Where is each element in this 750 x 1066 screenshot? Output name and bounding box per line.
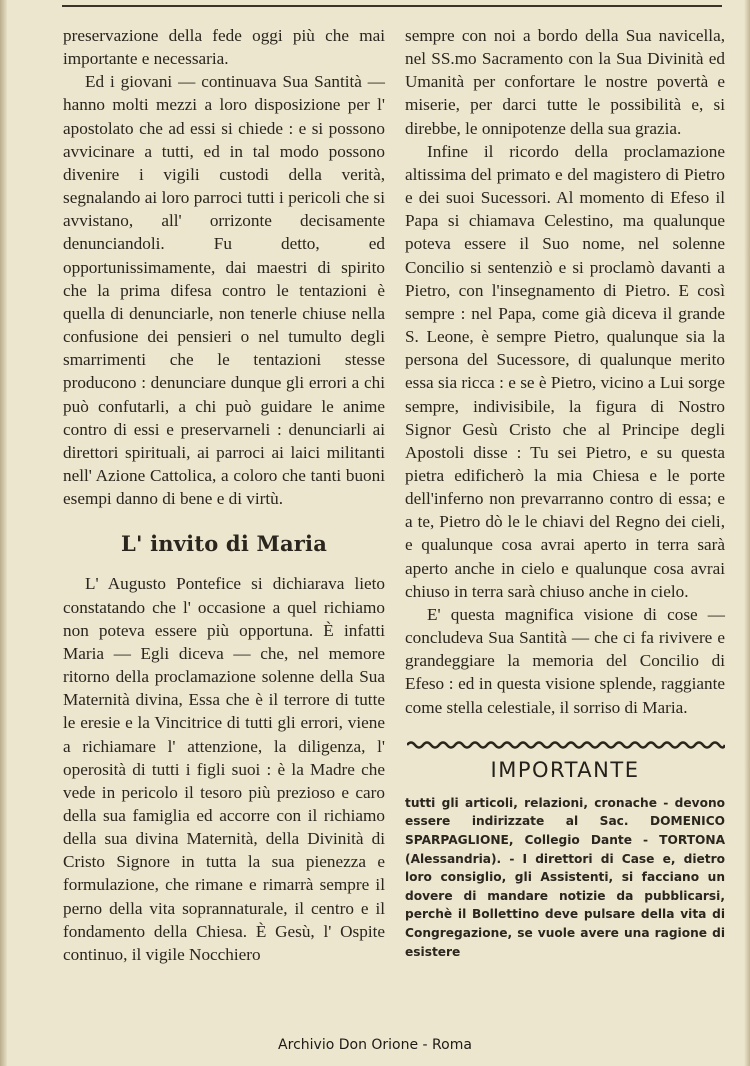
left-column xyxy=(63,24,385,966)
paragraph: Infine il ricordo della proclamazione altissima del primato e del magistero di Pietro e dei suoi Sucessori. Al momento di Efeso il Papa si chiamava Celestino, ma qualunque poteva essere il Suo nome, nel solenne Concilio si sentenziò e si proclamò davanti a Pietro, con l'insegnamento di Pietro. E così sempre : nel Papa, come già diceva il grande S. Leone, è sempre Pietro, qualunque sia la persona del Sucessore, di qualunque merito essa sia ricca : e se è Pietro, vicino a Lui sorge sempre, indivisibile, la figura di Nostro Signor Gesù Cristo che al Principe degli Apostoli disse : Tu sei Pietro, e su questa pietra edificherò la mia Chiesa e le porte dell'inferno non prevarranno contro di essa; e a te, Pietro dò le le chiavi del Regno dei cieli, e qualunque cosa avrai aperto in terra sarà aperto anche in cielo e qualunque cosa avrai chiuso in terra sarà chiuso anche in cielo. xyxy=(405,141,725,601)
right-column xyxy=(405,24,725,961)
page-right-edge xyxy=(744,0,750,1066)
paragraph: E' questa magnifica visione di cose — concludeva Sua Santità — che ci fa rivivere e grandeggiare la memoria del Concilio di Efeso : ed in questa visione splende, raggiante come stella celestiale, il sorriso di Maria. xyxy=(405,604,725,717)
paragraph: Ed i giovani — continuava Sua Santità — hanno molti mezzi a loro disposizione per l' apostolato che ad essi si chiede : e si possono avvicinare a tutti, ed in tal modo possono divenire i vigili custodi della verità, segnalando ai loro parroci tutti i pericoli che si avvistano, all' orrizonte decisamente denunciandoli. Fu detto, ed opportunissimamente, dai maestri di spirito che la prima difesa contro le tentazioni è quella di denunciarle, non tenerle chiuse nella confusione dei pensieri o nel tumulto degli smarrimenti che le tentazioni stesse producono : denunciare dunque gli errori a chi può confutarli, a chi può guidare le anime contro di essi e preservarneli : denunciarli ai direttori spirituali, ai parroci ai laici militanti nell' Azione Cattolica, a coloro che tanti buoni esempi danno di bene e di virtù. xyxy=(63,72,385,509)
notice-text: tutti gli articoli, relazioni, cronache - devono essere indirizzate al Sac. DOMENICO SPARPAGLIONE, Collegio Dante - TORTONA (Alessandria). - I direttori di Case e, dietro loro consiglio, gli Assistenti, si facciano un dovere di mandare notizie da pubblicarsi, perchè il Bollettino deve pulsare della vita di Congregazione, se vuole avere una ragione di esistere xyxy=(405,795,725,959)
section-heading: L' invito di Maria xyxy=(120,531,328,557)
decorative-wave-divider xyxy=(407,739,725,751)
top-rule xyxy=(62,5,722,7)
paragraph: L' Augusto Pontefice si dichiarava lieto constatando che l' occasione a quel richiamo non poteva essere più opportuna. È infatti Maria — Egli diceva — che, nel memore ritorno della proclamazione solenne della Sua Maternità divina, Essa che è il terrore di tutte le eresie e la Vincitrice di tutti gli errori, viene a richiamare l' attenzione, la diligenza, l' operosità di tutti i figli suoi : è la Madre che vede in pericolo il tesoro più prezioso e caro della sua famiglia ed accorre con il richiamo della sua divina Maternità, della Divinità di Cristo Signore in tutta la sua pienezza e formulazione, che rimane e rimarrà sempre il perno della vita soprannaturale, il centro e il fondamento della Chiesa. È Gesù, l' Ospite continuo, il vigile Nocchiero xyxy=(63,574,385,964)
page-binding-edge xyxy=(0,0,7,1066)
important-heading: IMPORTANTE xyxy=(490,757,640,782)
paragraph: sempre con noi a bordo della Sua navicella, nel SS.mo Sacramento con la Sua Divinità ed Umanità per confortare le nostre povertà e miserie, per darci tutte le possibilità e, si direbbe, le onnipotenze della sua grazia. xyxy=(405,26,725,138)
archive-footer: Archivio Don Orione - Roma xyxy=(278,1037,472,1053)
paragraph: preservazione della fede oggi più che mai importante e necessaria. xyxy=(63,26,385,69)
